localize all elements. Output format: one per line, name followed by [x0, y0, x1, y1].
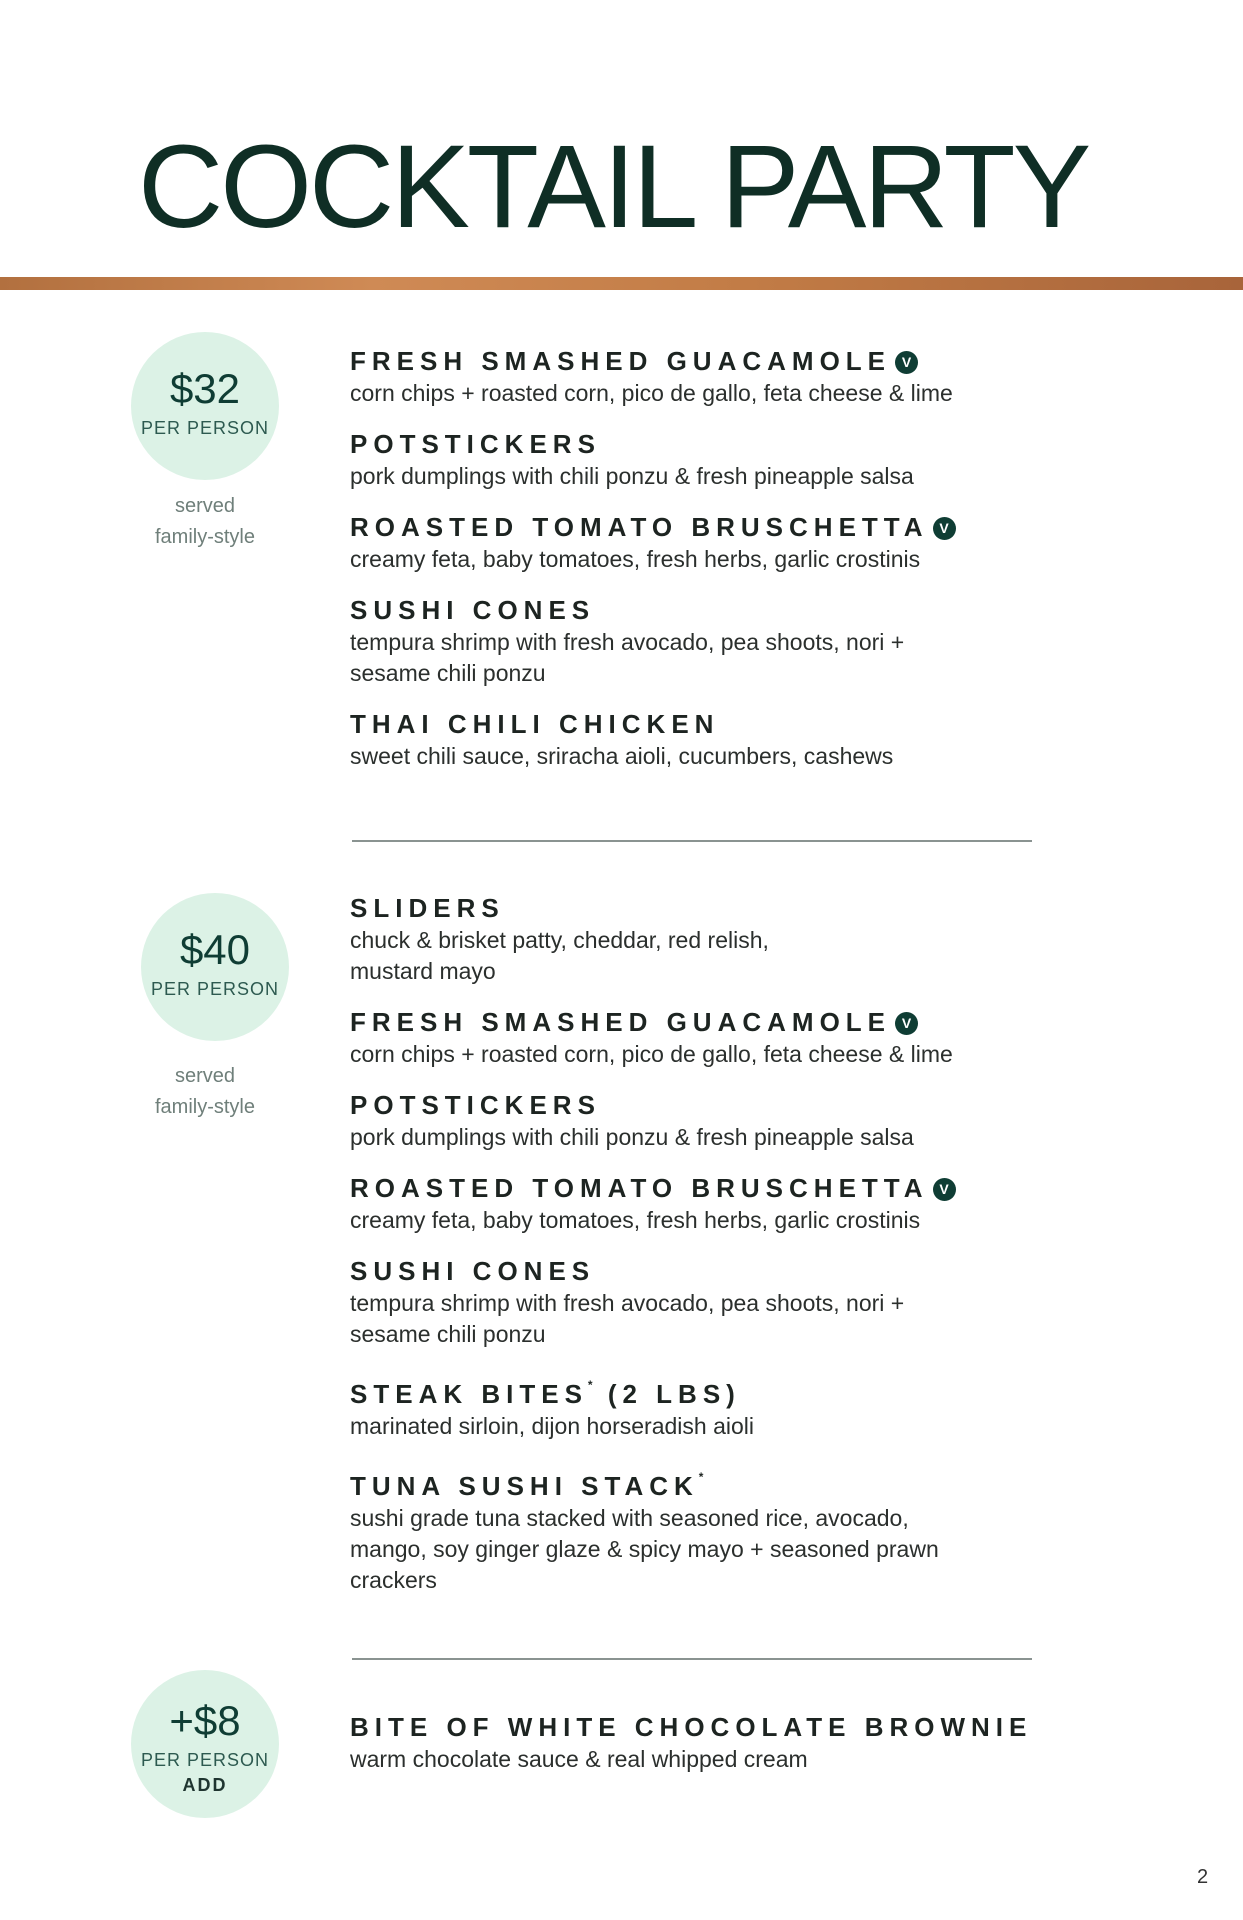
item-name: SUSHI CONES — [350, 1256, 596, 1286]
menu-item — [350, 1254, 1070, 1350]
menu-items-section-3 — [350, 1710, 1070, 1793]
vegetarian-icon: V — [933, 517, 956, 540]
menu-item — [350, 593, 1070, 689]
menu-item — [350, 510, 1070, 575]
item-name: SUSHI CONES — [350, 595, 596, 625]
asterisk: * — [698, 1470, 706, 1484]
menu-item — [350, 1005, 1070, 1070]
item-name: THAI CHILI CHICKEN — [350, 709, 720, 739]
item-description: sweet chili sauce, sriracha aioli, cucumbers, cashews — [350, 743, 894, 769]
item-description: corn chips + roasted corn, pico de gallo, feta cheese & lime — [350, 380, 953, 406]
served-label: served — [174, 1065, 236, 1087]
price-badge-add-8 — [131, 1670, 279, 1818]
serving-note — [115, 491, 295, 553]
page-number: 2 — [1197, 1866, 1209, 1888]
menu-items-section-2 — [350, 891, 1070, 1614]
per-person-label: PER PERSON — [150, 979, 280, 999]
menu-item — [350, 1460, 1070, 1596]
item-name: ROASTED TOMATO BRUSCHETTA V — [350, 510, 1070, 544]
per-person-label: PER PERSON — [140, 1750, 270, 1770]
price-badge-32 — [131, 332, 279, 480]
menu-items-section-1 — [350, 344, 1070, 790]
item-description: chuck & brisket patty, cheddar, red relish, mustard mayo — [350, 927, 769, 984]
item-description: warm chocolate sauce & real whipped cream — [350, 1746, 808, 1772]
item-description: pork dumplings with chili ponzu & fresh pineapple salsa — [350, 463, 914, 489]
family-style-label: family-style — [154, 1096, 255, 1118]
item-description: creamy feta, baby tomatoes, fresh herbs, garlic crostinis — [350, 546, 921, 572]
item-description: corn chips + roasted corn, pico de gallo, feta cheese & lime — [350, 1041, 953, 1067]
item-name: FRESH SMASHED GUACAMOLE V — [350, 1005, 1070, 1039]
item-description: creamy feta, baby tomatoes, fresh herbs, garlic crostinis — [350, 1207, 921, 1233]
price: $40 — [179, 926, 251, 973]
item-name: ROASTED TOMATO BRUSCHETTA V — [350, 1171, 1070, 1205]
item-description: pork dumplings with chili ponzu & fresh pineapple salsa — [350, 1124, 914, 1150]
page-title: COCKTAIL PARTY — [138, 121, 1089, 253]
menu-item — [350, 1171, 1070, 1236]
per-person-label: PER PERSON — [140, 418, 270, 438]
copper-divider — [0, 277, 1243, 290]
item-description: marinated sirloin, dijon horseradish aioli — [350, 1413, 754, 1439]
menu-item — [350, 1710, 1070, 1775]
asterisk: * — [587, 1378, 595, 1392]
menu-item — [350, 427, 1070, 492]
menu-item — [350, 891, 1070, 987]
item-name: STEAK BITES* (2 LBS) — [350, 1378, 741, 1409]
price: +$8 — [169, 1697, 241, 1744]
section-divider — [352, 840, 1032, 842]
served-label: served — [174, 495, 236, 517]
serving-note — [115, 1061, 295, 1123]
item-name: TUNA SUSHI STACK* — [350, 1470, 706, 1501]
price-badge-40 — [141, 893, 289, 1041]
vegetarian-icon: V — [895, 351, 918, 374]
item-description: tempura shrimp with fresh avocado, pea shoots, nori + sesame chili ponzu — [350, 629, 905, 686]
menu-item — [350, 344, 1070, 409]
menu-item — [350, 707, 1070, 772]
item-description: sushi grade tuna stacked with seasoned rice, avocado, mango, soy ginger glaze & spicy mayo + seasoned prawn crackers — [350, 1505, 939, 1593]
item-name: POTSTICKERS — [350, 429, 601, 459]
item-name: SLIDERS — [350, 893, 505, 923]
item-description: tempura shrimp with fresh avocado, pea shoots, nori + sesame chili ponzu — [350, 1290, 905, 1347]
vegetarian-icon: V — [933, 1178, 956, 1201]
item-name: BITE OF WHITE CHOCOLATE BROWNIE — [350, 1712, 1033, 1742]
add-label: ADD — [182, 1775, 228, 1795]
menu-item — [350, 1368, 1070, 1442]
family-style-label: family-style — [154, 526, 255, 548]
item-name: POTSTICKERS — [350, 1090, 601, 1120]
item-name: FRESH SMASHED GUACAMOLE V — [350, 344, 1070, 378]
menu-item — [350, 1088, 1070, 1153]
vegetarian-icon: V — [895, 1012, 918, 1035]
section-divider — [352, 1658, 1032, 1660]
price: $32 — [169, 365, 241, 412]
